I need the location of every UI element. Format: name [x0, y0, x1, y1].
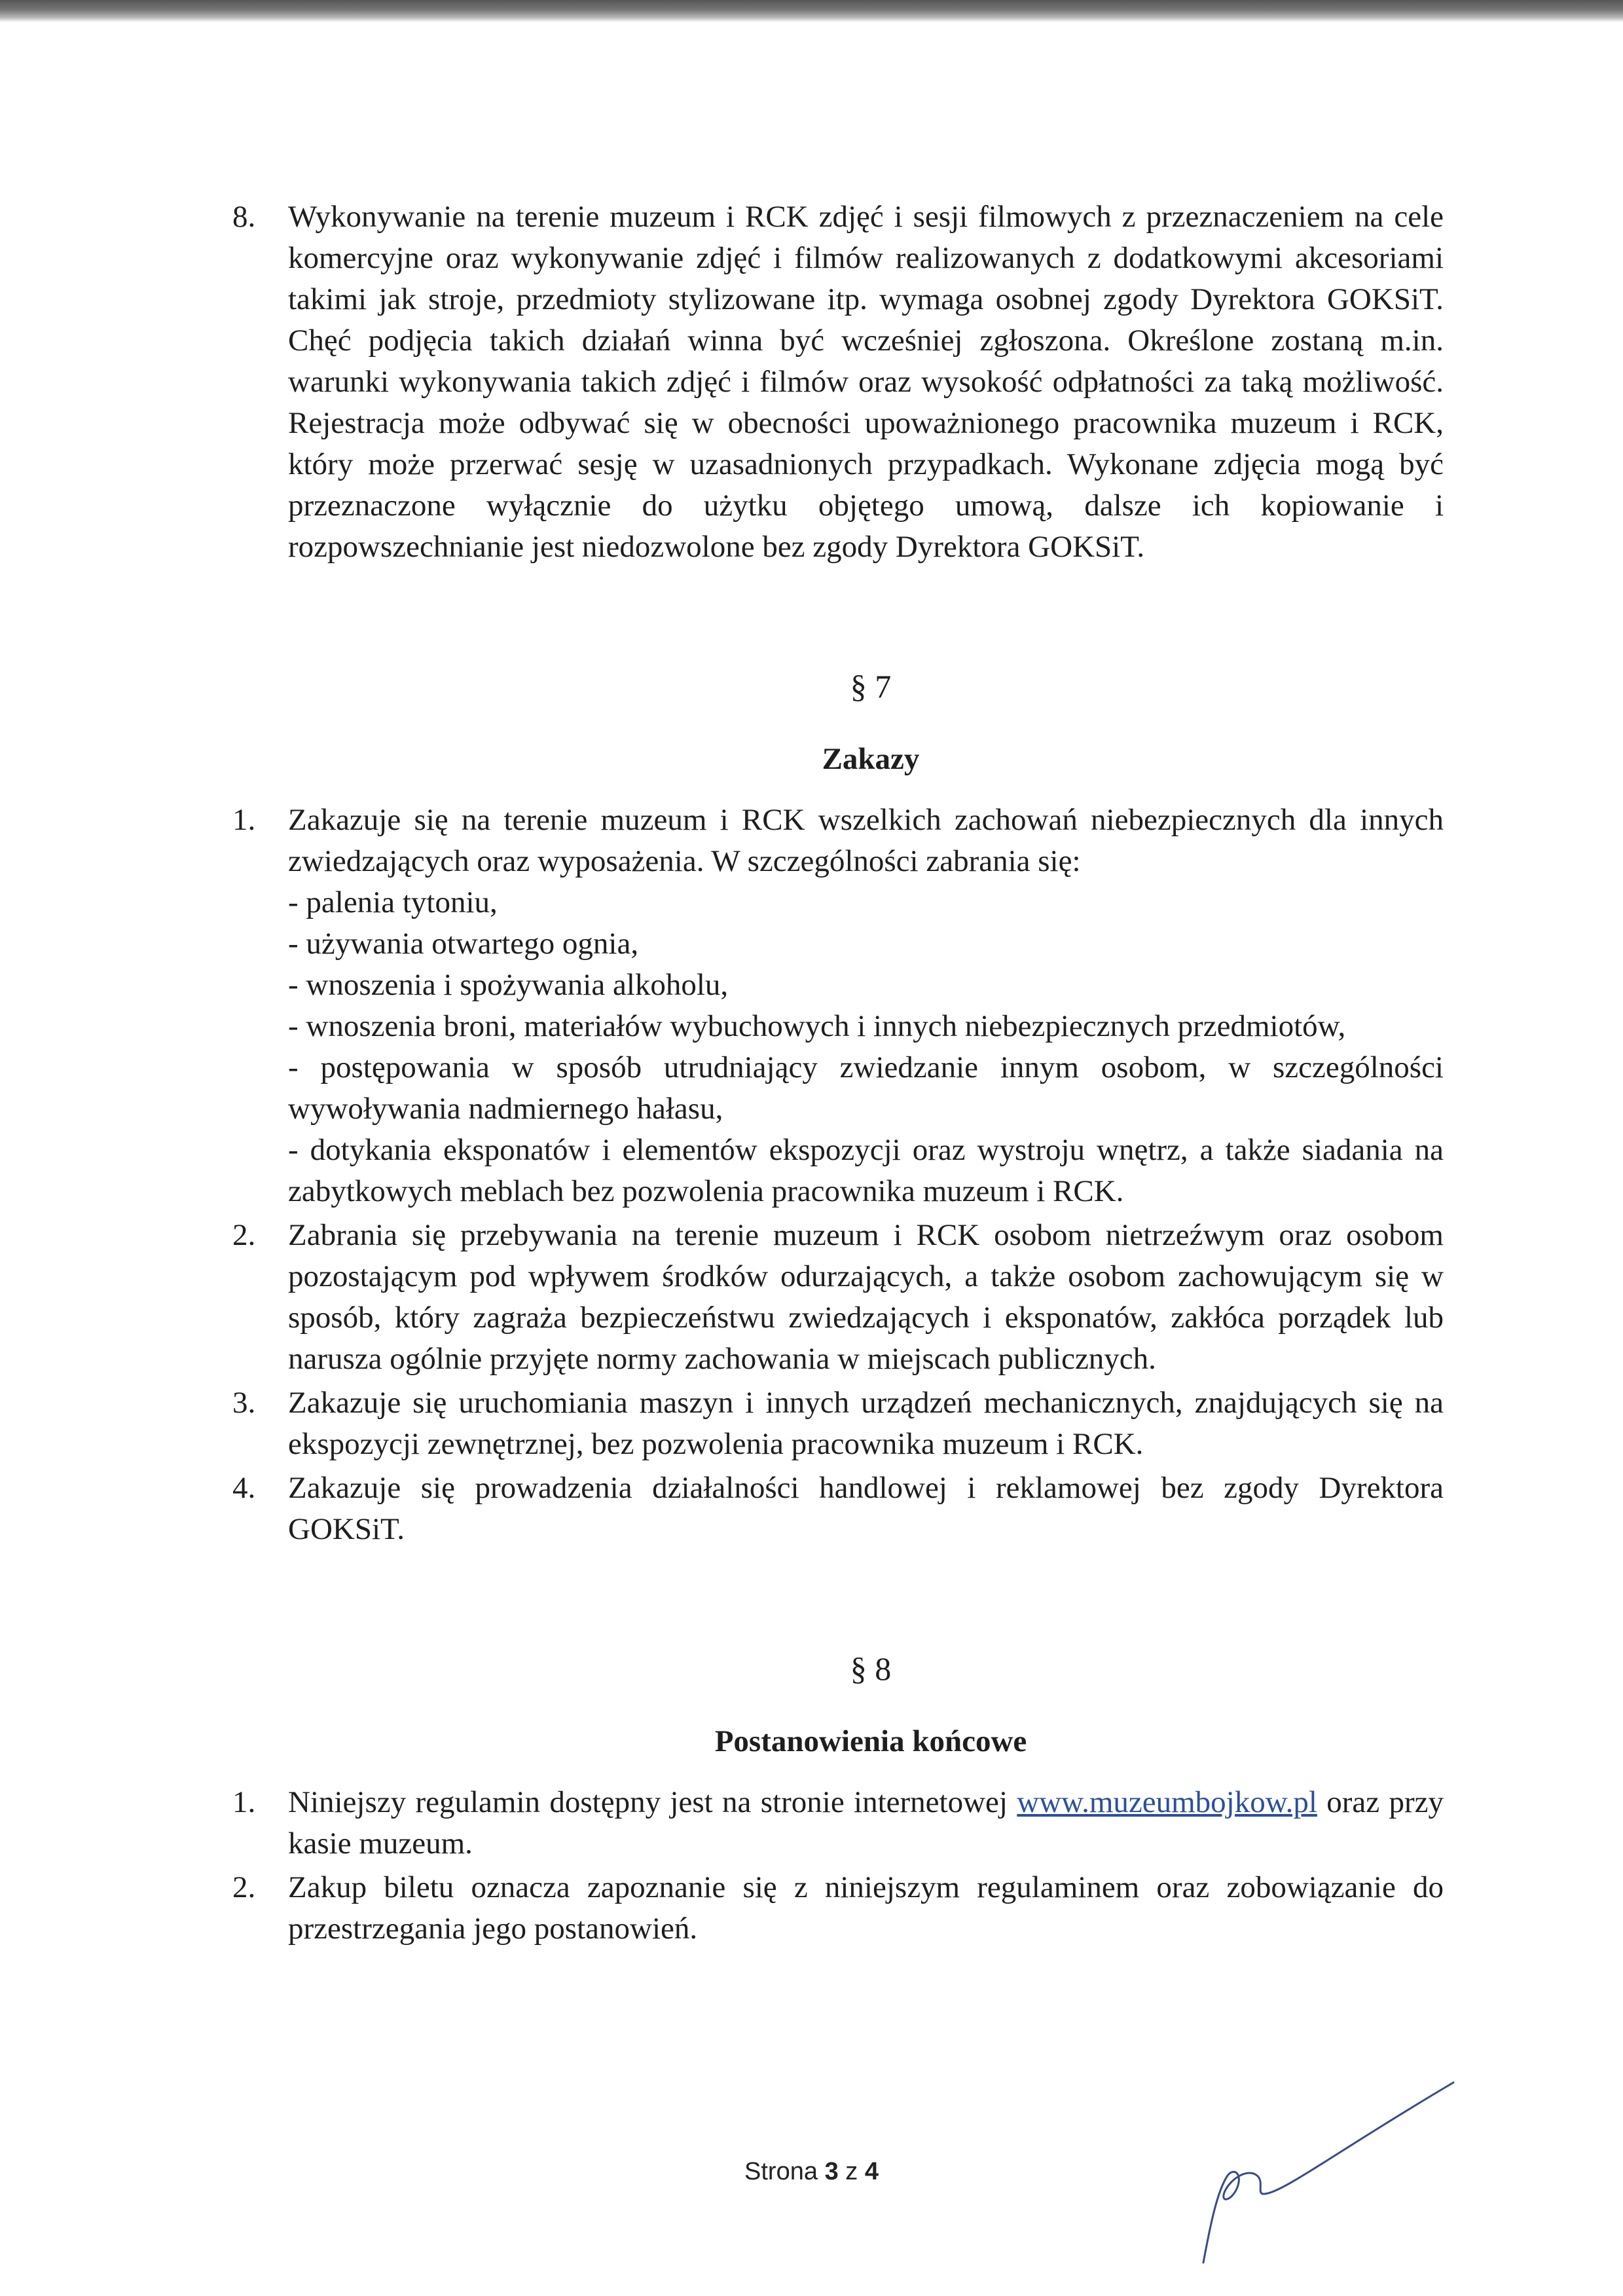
item-intro: Zakazuje się na terenie muzeum i RCK wszelkich zachowań niebezpiecznych dla innych zwiedzających oraz wyposażenia. W szczególności zabrania się:: [288, 803, 1444, 878]
signature-stroke: [1203, 2083, 1453, 2263]
item-text: Zakazuje się uruchomiania maszyn i innych urządzeń mechanicznych, znajdujących się na ekspozycji zewnętrznej, bez pozwolenia pracownika muzeum i RCK.: [288, 1386, 1444, 1461]
bullet: - wnoszenia i spożywania alkoholu,: [288, 968, 729, 1002]
item-number: 3.: [232, 1386, 256, 1420]
bullet: - używania otwartego ognia,: [288, 927, 639, 961]
footer-label: Strona: [744, 2158, 818, 2185]
footer-total-pages: 4: [864, 2158, 879, 2185]
bullet: - postępowania w sposób utrudniający zwiedzanie innym osobom, w szczególności wywoływania nadmiernego hałasu,: [288, 1050, 1444, 1126]
bullet: - dotykania eksponatów i elementów ekspozycji oraz wystroju wnętrz, a także siadania na zabytkowych meblach bez pozwolenia pracownika muzeum i RCK.: [288, 1133, 1444, 1208]
scan-top-edge: [0, 0, 1623, 22]
item-text: Wykonywanie na terenie muzeum i RCK zdjęć i sesji filmowych z przeznaczeniem na cele komercyjne oraz wykonywanie zdjęć i filmów realizowanych z dodatkowymi akcesoriami takimi jak stroje, przedmioty stylizowane itp. wymaga osobnej zgody Dyrektora GOKSiT. Chęć podjęcia takich działań winna być wcześniej zgłoszona. Określone zostaną m.in. warunki wykonywania takich zdjęć i filmów oraz wysokość odpłatności za taką możliwość. Rejestracja może odbywać się w obecności upoważnionego pracownika muzeum i RCK, który może przerwać sesję w uzasadnionych przypadkach. Wykonane zdjęcia mogą być przeznaczone wyłącznie do użytku objętego umową, dalsze ich kopiowanie i rozpowszechnianie jest niedozwolone bez zgody Dyrektora GOKSiT.: [288, 200, 1444, 564]
bullet: - wnoszenia broni, materiałów wybuchowych i innych niebezpiecznych przedmiotów,: [288, 1009, 1346, 1043]
prohibition-item-2: [232, 1215, 1444, 1380]
item-text: Zakazuje się prowadzenia działalności handlowej i reklamowej bez zgody Dyrektora GOKSiT.: [288, 1471, 1444, 1546]
item-number: 2.: [232, 1218, 256, 1252]
prohibition-item-1: [232, 800, 1444, 1212]
footer-current-page: 3: [824, 2158, 839, 2185]
bullet: - palenia tytoniu,: [288, 885, 498, 919]
section-sign-7: § 7: [850, 668, 892, 705]
item-number: 8.: [232, 200, 256, 234]
section-title-final-provisions: Postanowienia końcowe: [714, 1724, 1027, 1758]
item-number: 4.: [232, 1471, 256, 1505]
item-text: Zakup biletu oznacza zapoznanie się z niniejszym regulaminem oraz zobowiązanie do przestrzegania jego postanowień.: [288, 1870, 1444, 1946]
item-text: Zabrania się przebywania na terenie muzeum i RCK osobom nietrzeźwym oraz osobom pozostającym pod wpływem środków odurzających, a także osobom zachowującym się w sposób, który zagraża bezpieczeństwu zwiedzających i eksponatów, zakłóca porządek lub narusza ogólnie przyjęte normy zachowania w miejscach publicznych.: [288, 1218, 1444, 1376]
item-number: 2.: [232, 1870, 256, 1904]
item-body: [288, 800, 1444, 1212]
prohibition-item-4: [232, 1468, 1444, 1550]
prohibition-item-3: [232, 1382, 1444, 1465]
rule-item-8: [232, 196, 1444, 568]
text-before-link: Niniejszy regulamin dostępny jest na stronie internetowej: [288, 1785, 1017, 1819]
footer-separator: z: [845, 2158, 858, 2185]
final-provisions-list: [232, 1782, 1444, 1950]
handwritten-signature: [1192, 2004, 1467, 2279]
final-item-2: [232, 1867, 1444, 1950]
section-title-zakazy: Zakazy: [822, 742, 920, 776]
section-sign-8: § 8: [850, 1650, 892, 1687]
item-text: [288, 1782, 1444, 1864]
item-number: 1.: [232, 1785, 256, 1819]
item-number: 1.: [232, 803, 256, 837]
final-item-1: [232, 1782, 1444, 1864]
prohibitions-list: [232, 800, 1444, 1550]
document-page: [232, 196, 1444, 1952]
text-after-link: oraz przy kasie muzeum.: [288, 1785, 1444, 1861]
website-link[interactable]: www.muzeumbojkow.pl: [1017, 1785, 1317, 1819]
